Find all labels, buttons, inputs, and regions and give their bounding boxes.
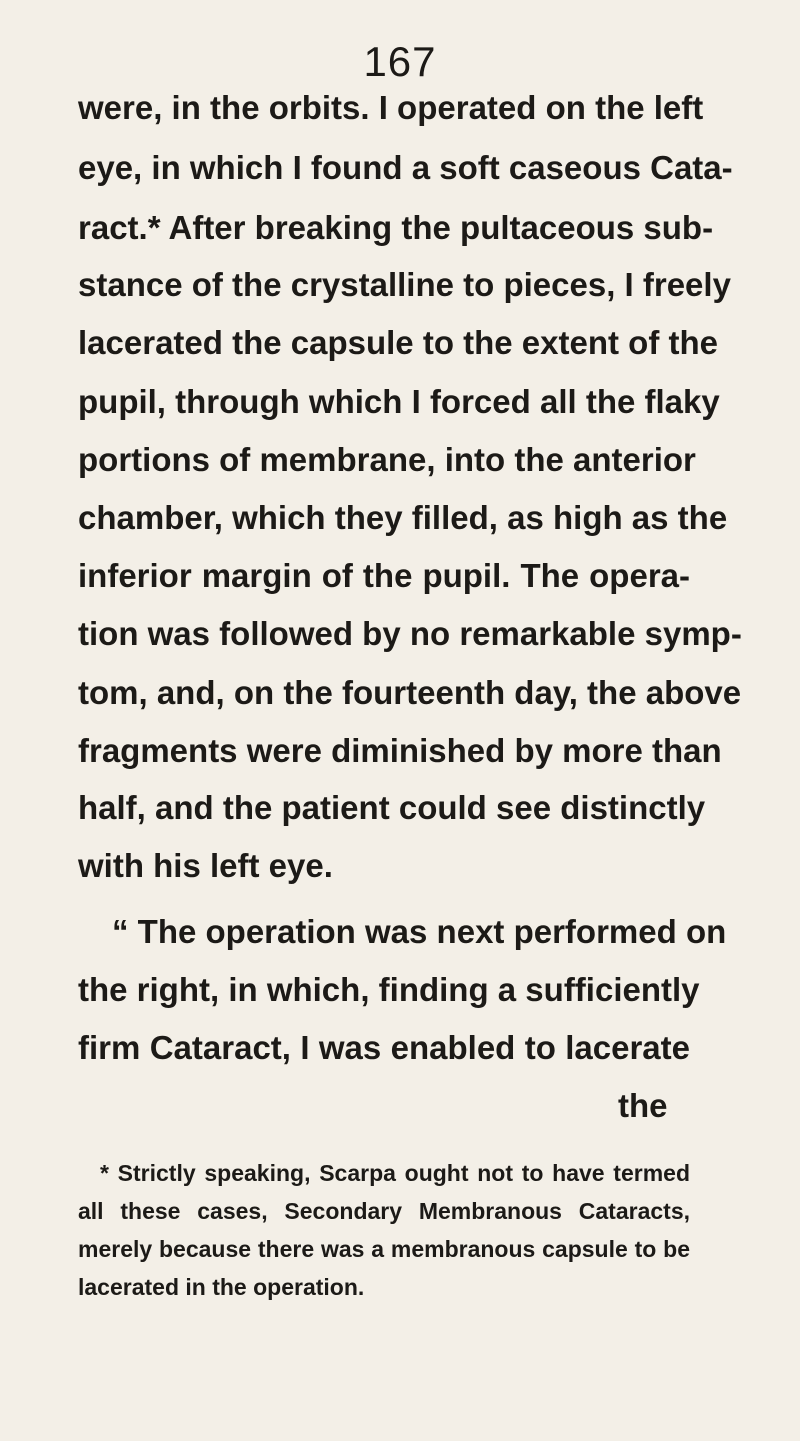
body-line: tom, and, on the fourteenth day, the above [78,674,742,711]
body-line: the right, in which, finding a sufficiently [78,971,700,1008]
body-line: half, and the patient could see distinctly [78,789,706,826]
body-line: portions of membrane, into the anterior [78,441,696,478]
body-line: pupil, through which I forced all the flaky [78,383,720,420]
body-line: fragments were diminished by more than [78,732,722,769]
body-line: chamber, which they filled, as high as the [78,499,728,536]
body-line: ract.* After breaking the pultaceous sub- [78,209,714,246]
body-line: firm Cataract, I was enabled to lacerate [78,1029,690,1066]
body-line: eye, in which I found a soft caseous Cata- [78,149,733,186]
footnote-line: * Strictly speaking, Scarpa ought not to have termed [100,1160,690,1186]
body-line: tion was followed by no remarkable symp- [78,615,742,652]
footnote-line: lacerated in the operation. [78,1274,365,1300]
body-line: with his left eye. [78,847,333,884]
footnote-line: all these cases, Secondary Membranous Cataracts, [78,1198,690,1224]
body-line: were, in the orbits. I operated on the left [78,89,704,126]
body-line: inferior margin of the pupil. The opera- [78,557,690,594]
catchword: the [618,1087,668,1124]
body-line: lacerated the capsule to the extent of the [78,324,718,361]
body-line: stance of the crystalline to pieces, I freely [78,266,731,303]
body-line: “ The operation was next performed on [112,913,727,950]
footnote-line: merely because there was a membranous capsule to be [78,1236,690,1262]
page-number: 167 [363,38,437,85]
